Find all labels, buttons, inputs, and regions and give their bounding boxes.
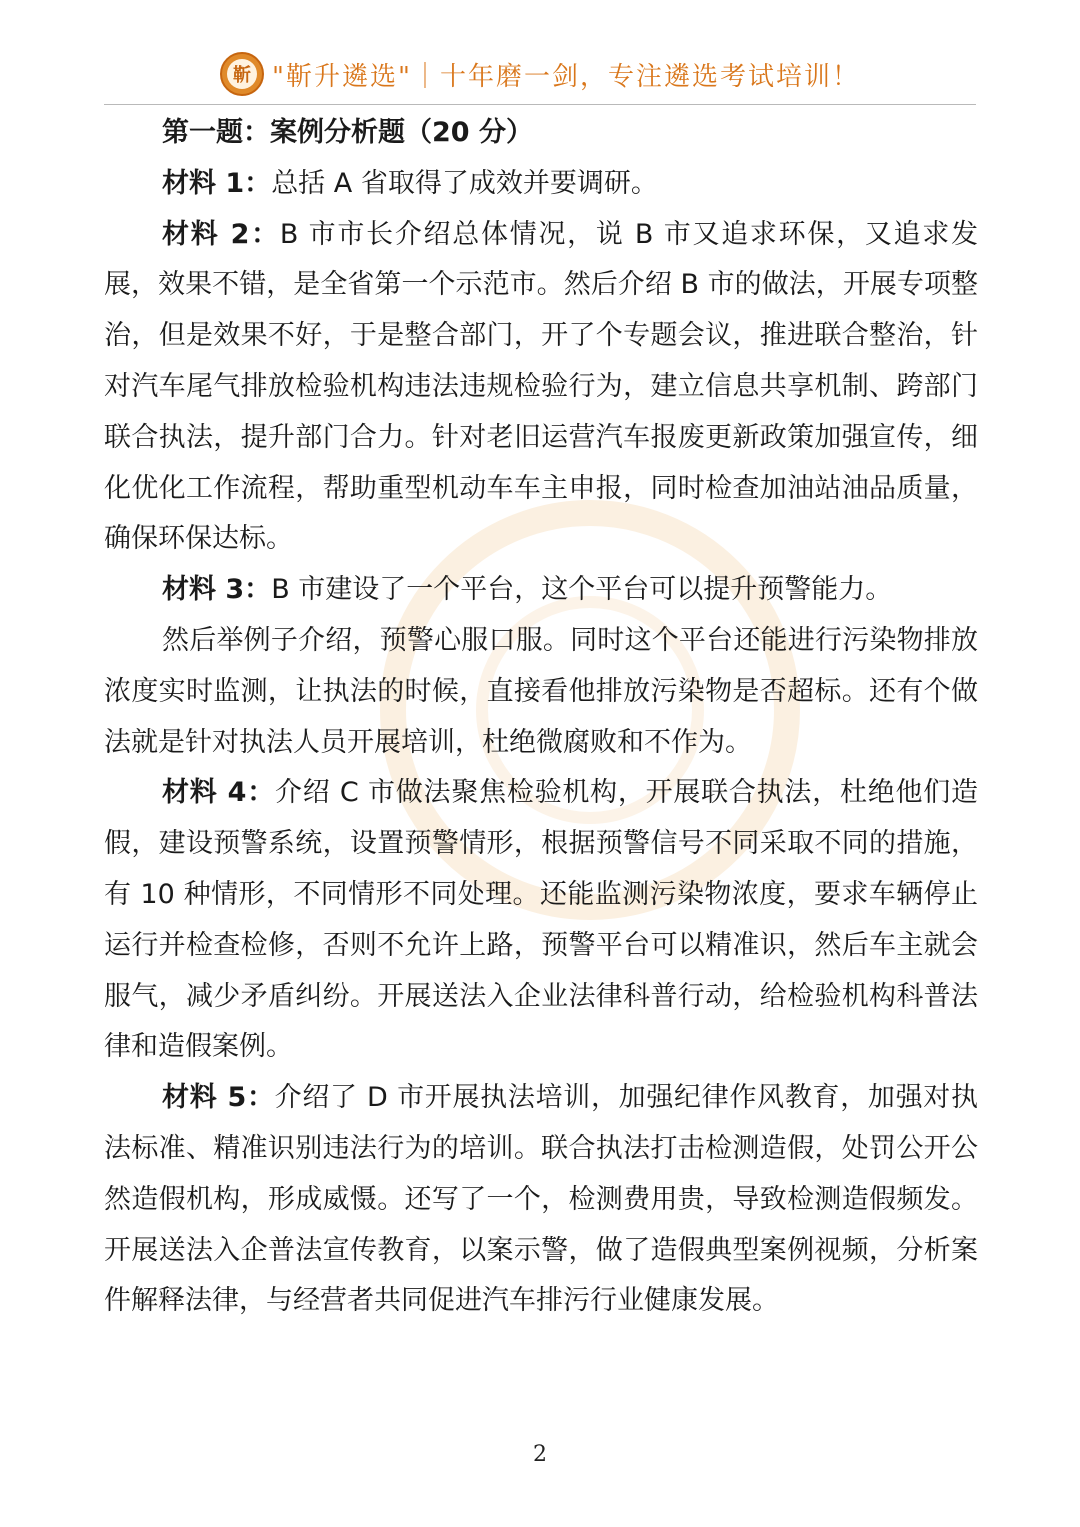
material-3-text: B 市建设了一个平台，这个平台可以提升预警能力。	[271, 574, 893, 606]
material-1-paragraph	[104, 159, 978, 210]
section-title: 第一题：案例分析题（20 分）	[162, 117, 533, 148]
material-5-paragraph	[104, 1073, 978, 1327]
brand-logo-icon	[220, 52, 264, 96]
material-1-text: 总括 A 省取得了成效并要调研。	[271, 167, 658, 199]
material-4-text: 介绍 C 市做法聚焦检验机构，开展联合执法，杜绝他们造假，建设预警系统，设置预警情形，根据预警信号不同采取不同的措施，有 10 种情形，不同情形不同处理。还能监测污染物浓度，要求车辆停止运行并检查检修，否则不允许上路，预警平台可以精准识，然后车主就会服气，减少矛盾纠纷。开展送法入企业法律科普行动，给检验机构科普法律和造假案例。	[104, 777, 978, 1063]
document-body	[104, 108, 978, 1327]
material-3-label: 材料 3：	[162, 574, 272, 606]
material-2-paragraph	[104, 210, 978, 566]
material-3-continuation	[104, 616, 978, 768]
material-4-paragraph	[104, 768, 978, 1073]
material-3-paragraph	[104, 565, 978, 616]
header-slogan: "靳升遴选"｜十年磨一剑，专注遴选考试培训！	[272, 61, 860, 92]
page-number: 2	[533, 1442, 547, 1467]
material-3-continuation-text: 然后举例子介绍，预警心服口服。同时这个平台还能进行污染物排放浓度实时监测，让执法的时候，直接看他排放污染物是否超标。还有个做法就是针对执法人员开展培训，杜绝微腐败和不作为。	[104, 624, 978, 758]
material-5-label: 材料 5：	[162, 1082, 275, 1114]
brand-logo-mark: 靳	[227, 59, 257, 89]
material-2-text: B 市市长介绍总体情况，说 B 市又追求环保，又追求发展，效果不错，是全省第一个示范市。然后介绍 B 市的做法，开展专项整治，但是效果不好，于是整合部门，开了个专题会议，推进联合整治，针对汽车尾气排放检验机构违法违规检验行为，建立信息共享机制、跨部门联合执法，提升部门合力。针对老旧运营汽车报废更新政策加强宣传，细化优化工作流程，帮助重型机动车车主申报，同时检查加油站油品质量，确保环保达标。	[104, 218, 978, 555]
page-header	[104, 52, 976, 105]
material-4-label: 材料 4：	[162, 777, 275, 809]
material-1-label: 材料 1：	[162, 167, 272, 199]
material-2-label: 材料 2：	[162, 218, 280, 250]
material-5-text: 介绍了 D 市开展执法培训，加强纪律作风教育，加强对执法标准、精准识别违法行为的培训。联合执法打击检测造假，处罚公开公然造假机构，形成威慑。还写了一个，检测费用贵，导致检测造假频发。开展送法入企普法宣传教育，以案示警，做了造假典型案例视频，分析案件解释法律，与经营者共同促进汽车排污行业健康发展。	[104, 1082, 978, 1317]
